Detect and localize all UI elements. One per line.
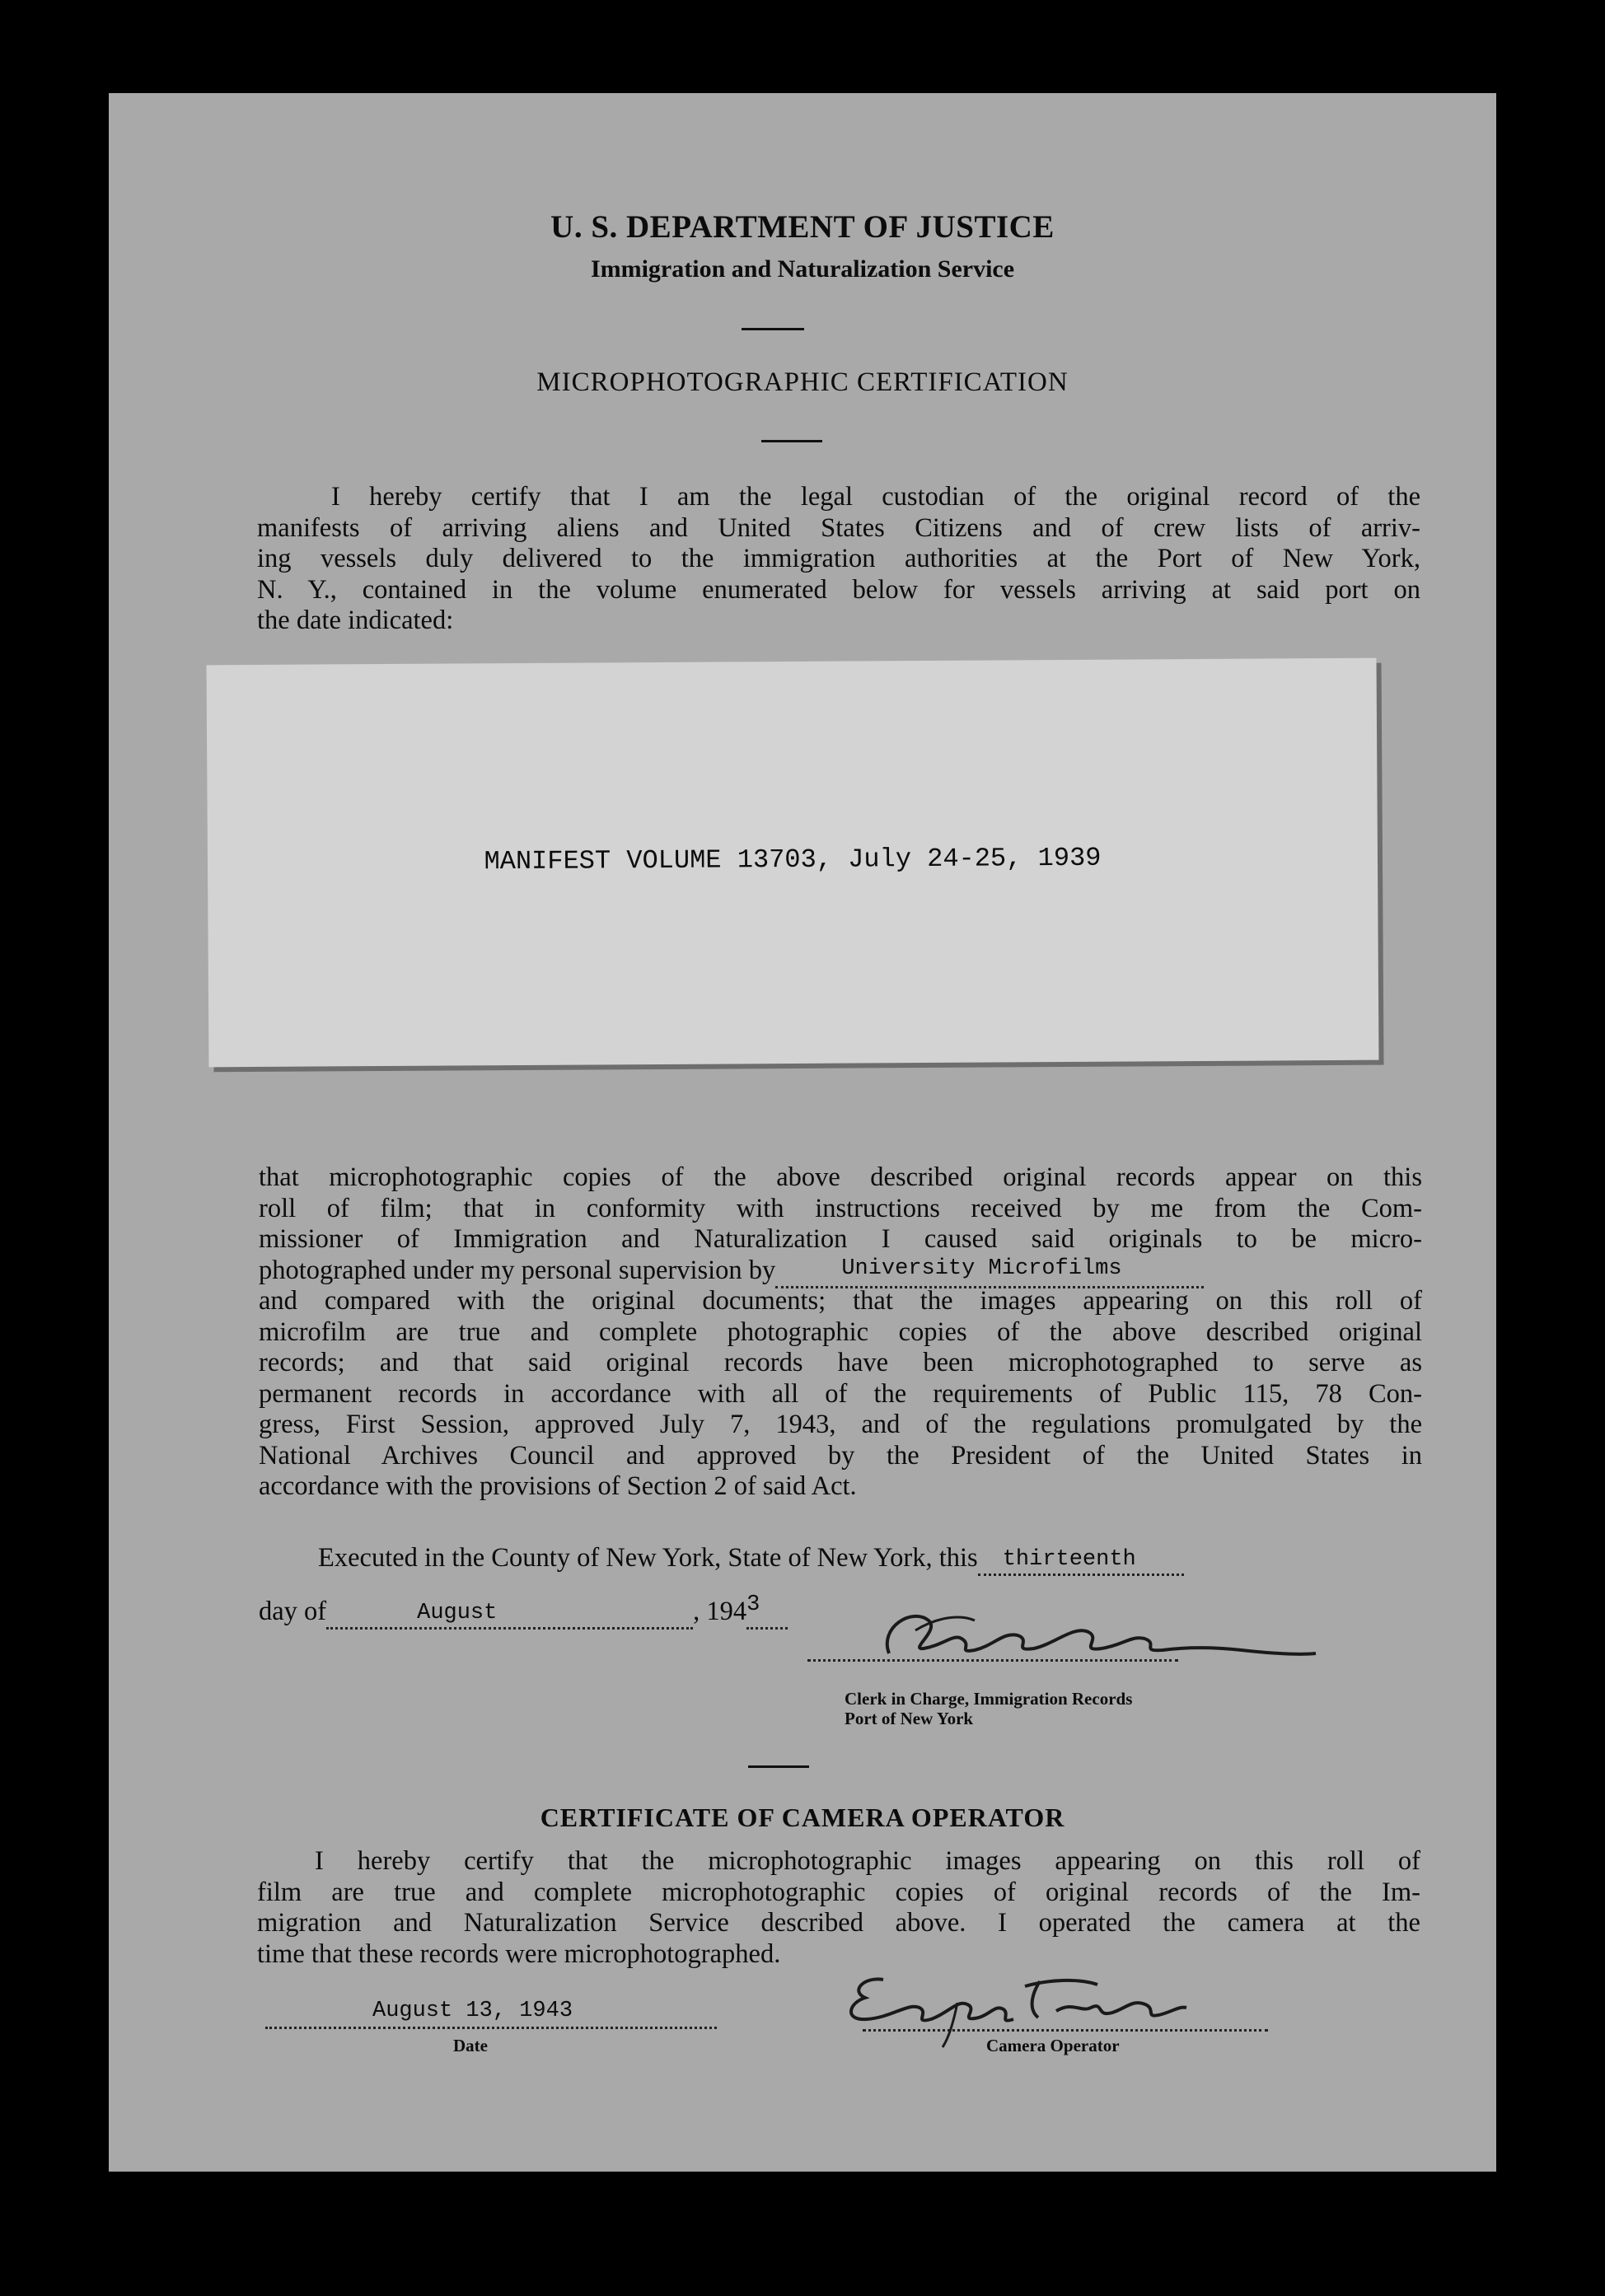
divider [748,1765,809,1768]
body-line: microfilm are true and complete photographic copies of the above described original [259,1316,1422,1347]
body-paragraph [259,1162,1422,1503]
intro-line: I hereby certify that I am the legal custodian of the original record of the [331,482,1420,512]
camera-paragraph [257,1846,1420,1970]
clerk-port: Port of New York [845,1709,974,1728]
body-line: permanent records in accordance with all of the requirements of Public 115, 78 Con- [259,1378,1422,1409]
year-digit: 3 [746,1592,760,1617]
body-line: that microphotographic copies of the above described original records appear on this [259,1162,1422,1192]
executed-line [318,1543,1184,1576]
manifest-label-strip [207,658,1379,1068]
year-prefix: , 194 [693,1597,747,1626]
intro-line: ing vessels duly delivered to the immigration authorities at the Port of New York, [257,544,1420,573]
supervisor-value: University Microfilms [841,1256,1122,1281]
department-heading: U. S. DEPARTMENT OF JUSTICE [550,209,1055,245]
body-line: accordance with the provisions of Section 2 of said Act. [259,1471,857,1501]
camera-line: I hereby certify that the microphotographic images appearing on this roll of [315,1846,1420,1876]
executed-prefix: Executed in the County of New York, State of New York, this [318,1543,978,1573]
day-of-label: day of [259,1597,327,1626]
camera-line: time that these records were microphotographed. [257,1938,781,1969]
camera-date-line [265,2027,717,2029]
intro-line: N. Y., contained in the volume enumerated below for vessels arriving at said port on [257,574,1420,605]
manifest-label: MANIFEST VOLUME 13703, July 24-25, 1939 [484,842,1102,877]
camera-line: film are true and complete microphotographic copies of original records of the Im- [257,1877,1420,1907]
camera-line: migration and Naturalization Service described above. I operated the camera at the [257,1908,1420,1938]
body-line: missioner of Immigration and Naturalization I caused said originals to be micro- [259,1224,1422,1254]
executed-day-field [978,1543,1184,1576]
body-line: and compared with the original documents; that the images appearing on this roll of [259,1286,1422,1316]
executed-day: thirteenth [1002,1547,1136,1572]
intro-line: manifests of arriving aliens and United States Citizens and of crew lists of arriv- [257,512,1420,543]
day-of-line [259,1592,788,1630]
clerk-signature-line [807,1659,1178,1662]
month-value: August [417,1601,498,1625]
year-field [746,1592,788,1630]
supervision-line [259,1256,1422,1287]
body-line: roll of film; that in conformity with instructions received by me from the Com- [259,1193,1422,1223]
camera-operator-label: Camera Operator [986,2036,1120,2055]
divider [761,440,822,442]
operator-signature-line [863,2029,1268,2032]
body-line: National Archives Council and approved by the President of the United States in [259,1440,1422,1471]
supervision-prefix: photographed under my personal supervision by [259,1255,776,1285]
certificate-sheet [109,93,1496,2172]
camera-date: August 13, 1943 [372,1999,573,2023]
supervisor-field [775,1256,1204,1289]
month-field [326,1597,693,1630]
body-line: gress, First Session, approved July 7, 1943, and of the regulations promulgated by the [259,1410,1422,1439]
date-label: Date [453,2036,488,2055]
body-line: records; and that said original records have been microphotographed to serve as [259,1348,1422,1377]
intro-paragraph [257,482,1420,637]
clerk-title: Clerk in Charge, Immigration Records [845,1689,1133,1709]
divider [742,328,804,330]
camera-certificate-heading: CERTIFICATE OF CAMERA OPERATOR [540,1803,1065,1832]
service-subheading: Immigration and Naturalization Service [590,255,1015,283]
certification-title: MICROPHOTOGRAPHIC CERTIFICATION [536,367,1069,397]
clerk-signature [871,1602,1320,1668]
intro-line: the date indicated: [257,606,454,635]
